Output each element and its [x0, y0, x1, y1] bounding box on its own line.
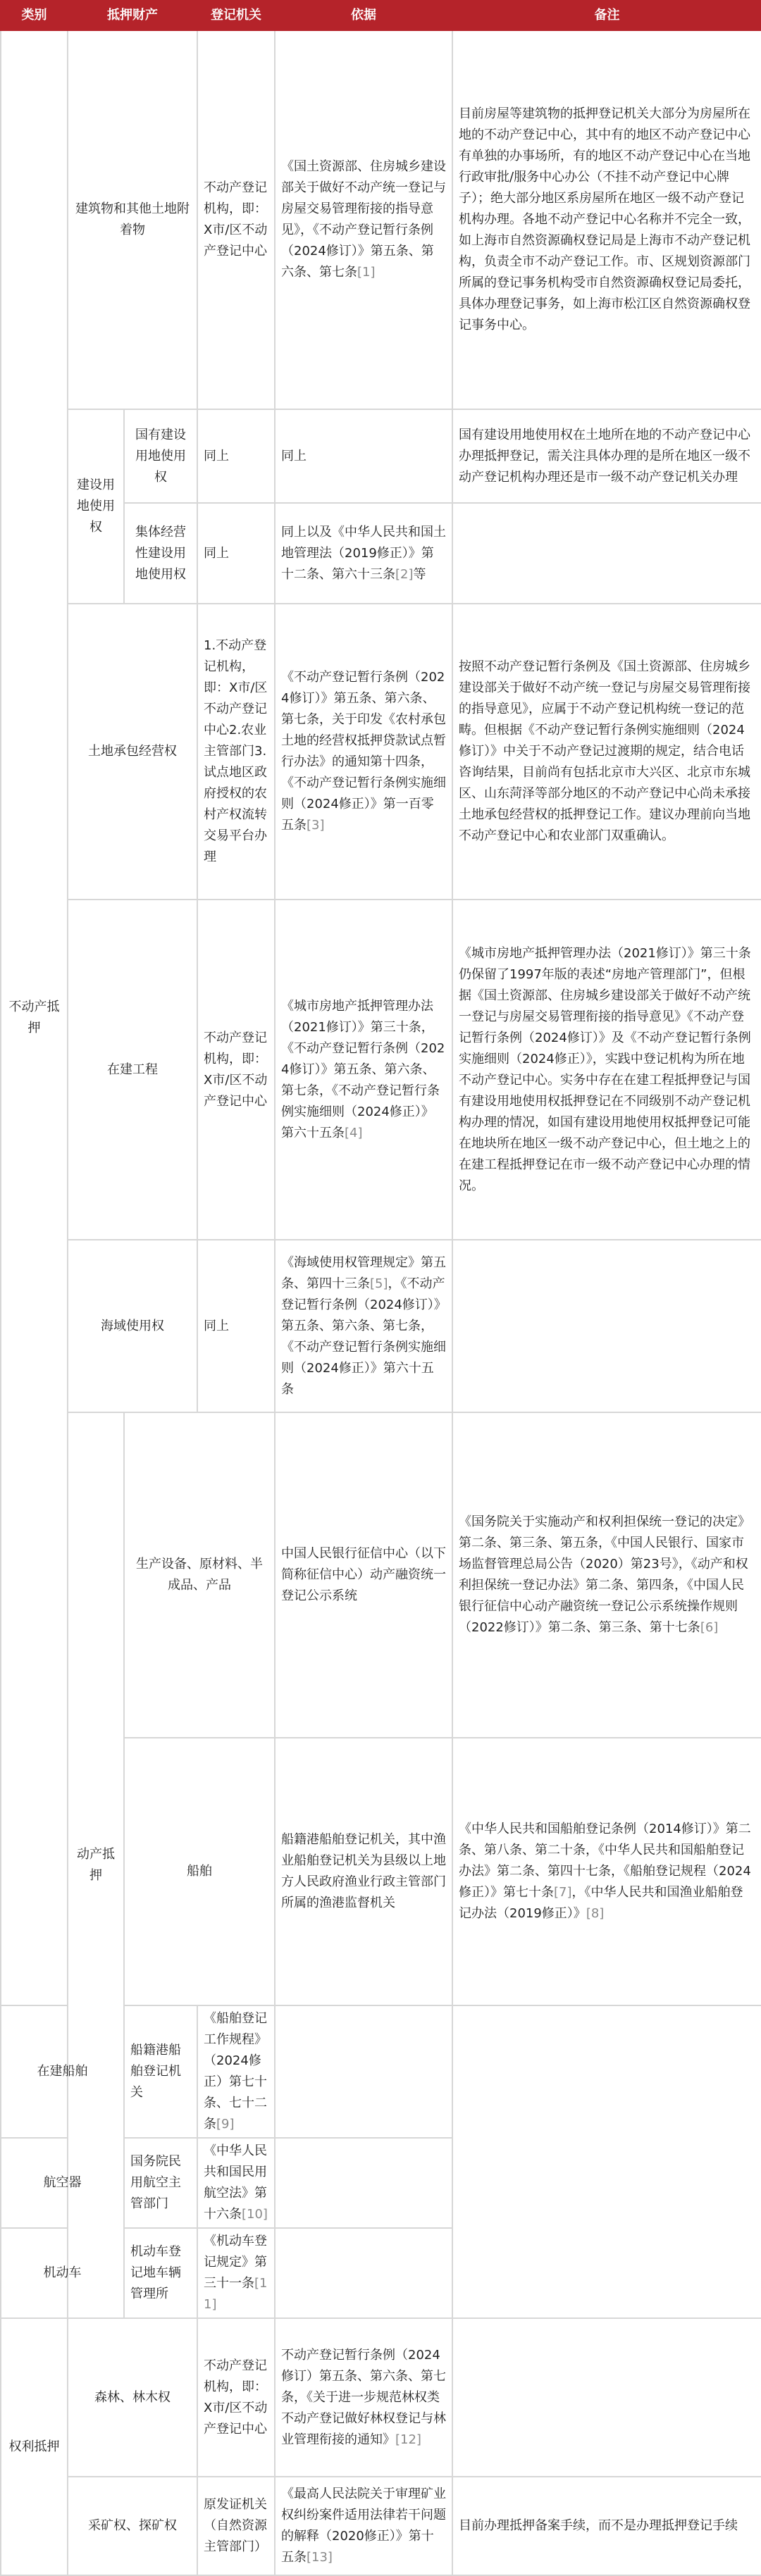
property-cell: 集体经营性建设用地使用权 — [124, 503, 197, 604]
basis-cell — [197, 2138, 275, 2228]
notes-cell: 目前办理抵押备案手续，而不是办理抵押登记手续 — [452, 2477, 761, 2575]
header-property: 抵押财产 — [68, 1, 197, 30]
footnote-link-2[interactable]: [8] — [586, 1906, 605, 1921]
property-cell: 在建工程 — [68, 900, 197, 1240]
authority-cell: 同上 — [197, 503, 275, 604]
authority-cell: 同上 — [197, 1240, 275, 1412]
basis-text: 《中华人民共和国船舶登记条例（2014修订）》第二条、第八条、第二十条，《中华人民共和国船舶登记办法》第二条、第四十七条，《船舶登记规程（2024修正）》第七十条 — [459, 1822, 751, 1900]
notes-cell — [452, 503, 761, 604]
footnote-link[interactable]: [13] — [307, 2550, 333, 2565]
authority-cell: 机动车登记地车辆管理所 — [124, 2228, 197, 2318]
notes-cell — [452, 2318, 761, 2477]
property-cell: 在建船舶 — [1, 2005, 124, 2138]
notes-cell: 目前房屋等建筑物的抵押登记机关大部分为房屋所在地的不动产登记中心，其中有的地区不动产登记中心有单独的办事场所，有的地区不动产登记中心在当地行政审批/服务中心办公（不挂不动产登记中心牌子）；绝大部分地区系房屋所在地区一级不动产登记机构办理。各地不动产登记中心名称并不完全一致，如上海市自然资源确权登记局是上海市不动产登记机构，负责全市不动产登记工作。市、区规划资源部门所属的登记事务机构受市自然资源确权登记局委托，具体办理登记事务，如上海市松江区自然资源确权登记事务中心。 — [452, 30, 761, 409]
basis-text: 《国土资源部、住房城乡建设部关于做好不动产统一登记与房屋交易管理衔接的指导意见》，《不动产登记暂行条例（2024修订）》第五条、第六条、第七条 — [281, 159, 446, 280]
table-row — [1, 1412, 761, 1738]
authority-cell: 原发证机关（自然资源主管部门） — [197, 2477, 275, 2575]
subcategory-land-use: 建设用地使用权 — [68, 409, 124, 604]
header-basis: 依据 — [275, 1, 452, 30]
table-row — [1, 2228, 761, 2318]
property-cell: 森林、林木权 — [68, 2318, 197, 2477]
basis-cell — [275, 1240, 452, 1412]
footnote-link[interactable]: [3] — [307, 818, 325, 833]
basis-text: 《船舶登记工作规程》（2024修正）第七十条、七十二条 — [204, 2011, 267, 2132]
category-movable: 动产抵押 — [68, 1412, 124, 2318]
footnote-link[interactable]: [12] — [395, 2432, 421, 2447]
basis-cell — [275, 604, 452, 900]
basis-cell — [275, 2477, 452, 2575]
authority-cell: 船籍港船舶登记机关 — [124, 2005, 197, 2138]
property-cell: 船舶 — [124, 1738, 275, 2005]
header-authority: 登记机关 — [197, 1, 275, 30]
notes-cell — [275, 2138, 452, 2228]
basis-text-2: ，《不动产登记暂行条例（2024修订）》第五条、第六条、第七条，《不动产登记暂行条例实施细则（2024修正）》第六十五条 — [281, 1276, 446, 1397]
basis-text: 《国务院关于实施动产和权利担保统一登记的决定》第二条、第三条、第五条，《中国人民银行、国家市场监督管理总局公告（2020）第23号》，《动产和权利担保统一登记办法》第二条、第四条，《中国人民银行征信中心动产融资统一登记公示系统操作规则（2022修订）》第二条、第三条、第十七条 — [459, 1514, 750, 1635]
property-cell: 国有建设用地使用权 — [124, 409, 197, 503]
basis-text: 《城市房地产抵押管理办法（2021修订）》第三十条，《不动产登记暂行条例（2024修订）》第五条、第六条、第七条，《不动产登记暂行条例实施细则（2024修正）》第六十五条 — [281, 998, 445, 1140]
basis-text-2: ，《中华人民共和国渔业船舶登记办法（2019修正）》 — [459, 1885, 743, 1921]
authority-cell: 中国人民银行征信中心（以下简称征信中心）动产融资统一登记公示系统 — [275, 1412, 452, 1738]
basis-cell — [275, 503, 452, 604]
property-cell: 海域使用权 — [68, 1240, 197, 1412]
table-row — [1, 900, 761, 1240]
footnote-link[interactable]: [5] — [370, 1276, 388, 1291]
authority-cell: 船籍港船舶登记机关，其中渔业船舶登记机关为县级以上地方人民政府渔业行政主管部门所属的渔港监督机关 — [275, 1738, 452, 2005]
basis-cell — [275, 30, 452, 409]
table-row — [1, 2318, 761, 2477]
footnote-link[interactable]: [1] — [357, 265, 376, 280]
property-cell: 建筑物和其他土地附着物 — [68, 30, 197, 409]
basis-cell — [452, 1412, 761, 1738]
basis-cell — [275, 2318, 452, 2477]
table-row — [1, 604, 761, 900]
authority-cell: 1.不动产登记机构，即：X市/区不动产登记中心2.农业主管部门3.试点地区政府授权的农村产权流转交易平台办理 — [197, 604, 275, 900]
basis-text: 《最高人民法院关于审理矿业权纠纷案件适用法律若干问题的解释（2020修正）》第十五条 — [281, 2487, 446, 2565]
footnote-link[interactable]: [4] — [345, 1125, 363, 1140]
authority-cell: 不动产登记机构，即：X市/区不动产登记中心 — [197, 30, 275, 409]
basis-cell — [197, 2228, 275, 2318]
property-cell: 土地承包经营权 — [68, 604, 197, 900]
table-row — [1, 1240, 761, 1412]
basis-cell — [452, 1738, 761, 2005]
notes-cell — [275, 2228, 452, 2318]
table-row — [1, 2138, 761, 2228]
table-row — [1, 2477, 761, 2575]
basis-cell — [197, 2005, 275, 2138]
category-real-estate: 不动产抵押 — [1, 30, 68, 2005]
table-row — [1, 409, 761, 503]
basis-text: 同上以及《中华人民共和国土地管理法（2019修正）》第十二条、第六十三条 — [281, 524, 446, 582]
footnote-link[interactable]: [6] — [700, 1620, 719, 1635]
basis-text: 《海域使用权管理规定》第五条、第四十三条 — [281, 1255, 446, 1291]
table-row — [1, 30, 761, 409]
notes-cell: 《城市房地产抵押管理办法（2021修订）》第三十条仍保留了1997年版的表述“房地产管理部门”，但根据《国土资源部、住房城乡建设部关于做好不动产统一登记与房屋交易管理衔接的指导意见》《不动产登记暂行条例（2024修订）》及《不动产登记暂行条例实施细则（2024修正）》，实践中登记机构为所在地不动产登记中心。实务中存在在建工程抵押登记与国有建设用地使用权抵押登记在不同级别不动产登记机构办理的情况，如国有建设用地使用权抵押登记可能在地块所在地区一级不动产登记中心，但土地之上的在建工程抵押登记在市一级不动产登记中心办理的情况。 — [452, 900, 761, 1240]
authority-cell: 不动产登记机构，即：X市/区不动产登记中心 — [197, 2318, 275, 2477]
footnote-link[interactable]: [2] — [395, 566, 414, 582]
category-rights: 权利抵押 — [1, 2318, 68, 2575]
property-cell: 机动车 — [1, 2228, 124, 2318]
authority-cell: 不动产登记机构，即：X市/区不动产登记中心 — [197, 900, 275, 1240]
table-header-row — [1, 1, 761, 30]
property-cell: 生产设备、原材料、半成品、产品 — [124, 1412, 275, 1738]
header-category: 类别 — [1, 1, 68, 30]
footnote-link[interactable]: [7] — [554, 1885, 572, 1900]
basis-cell: 同上 — [275, 409, 452, 503]
notes-cell: 按照不动产登记暂行条例及《国土资源部、住房城乡建设部关于做好不动产统一登记与房屋交易管理衔接的指导意见》，应属于不动产登记机构统一登记的范畴。但根据《不动产登记暂行条例实施细则（2024修订）》中关于不动产登记过渡期的规定，结合电话咨询结果，目前尚有包括北京市大兴区、北京市东城区、山东菏泽等部分地区的不动产登记中心尚未承接土地承包经营权的抵押登记工作。建议办理前向当地不动产登记中心和农业部门双重确认。 — [452, 604, 761, 900]
notes-cell — [452, 1240, 761, 1412]
notes-cell — [275, 2005, 452, 2138]
basis-text: 《机动车登记规定》第三十一条 — [204, 2234, 267, 2291]
basis-cell — [275, 900, 452, 1240]
authority-cell: 同上 — [197, 409, 275, 503]
basis-tail: 等 — [413, 566, 426, 582]
header-notes: 备注 — [452, 1, 761, 30]
footnote-link[interactable]: [9] — [216, 2117, 235, 2132]
footnote-link[interactable]: [10] — [242, 2207, 268, 2222]
footnote-link[interactable]: [11] — [204, 2276, 268, 2312]
basis-text: 《中华人民共和国民用航空法》第十六条 — [204, 2143, 267, 2222]
property-cell: 航空器 — [1, 2138, 124, 2228]
property-cell: 采矿权、探矿权 — [68, 2477, 197, 2575]
table-row — [1, 2005, 761, 2138]
basis-text: 不动产登记暂行条例（2024修订）第五条、第六条、第七条，《关于进一步规范林权类不动产登记做好林权登记与林业管理衔接的通知》 — [281, 2347, 446, 2447]
authority-cell: 国务院民用航空主管部门 — [124, 2138, 197, 2228]
notes-cell: 国有建设用地使用权在土地所在地的不动产登记中心办理抵押登记，需关注具体办理的是所在地区一级不动产登记机构办理还是市一级不动产登记机关办理 — [452, 409, 761, 503]
basis-text: 《不动产登记暂行条例（2024修订）》第五条、第六条、第七条，关于印发《农村承包土地的经营权抵押贷款试点暂行办法》的通知第十四条，《不动产登记暂行条例实施细则（2024修正）》第一百零五条 — [281, 670, 446, 833]
